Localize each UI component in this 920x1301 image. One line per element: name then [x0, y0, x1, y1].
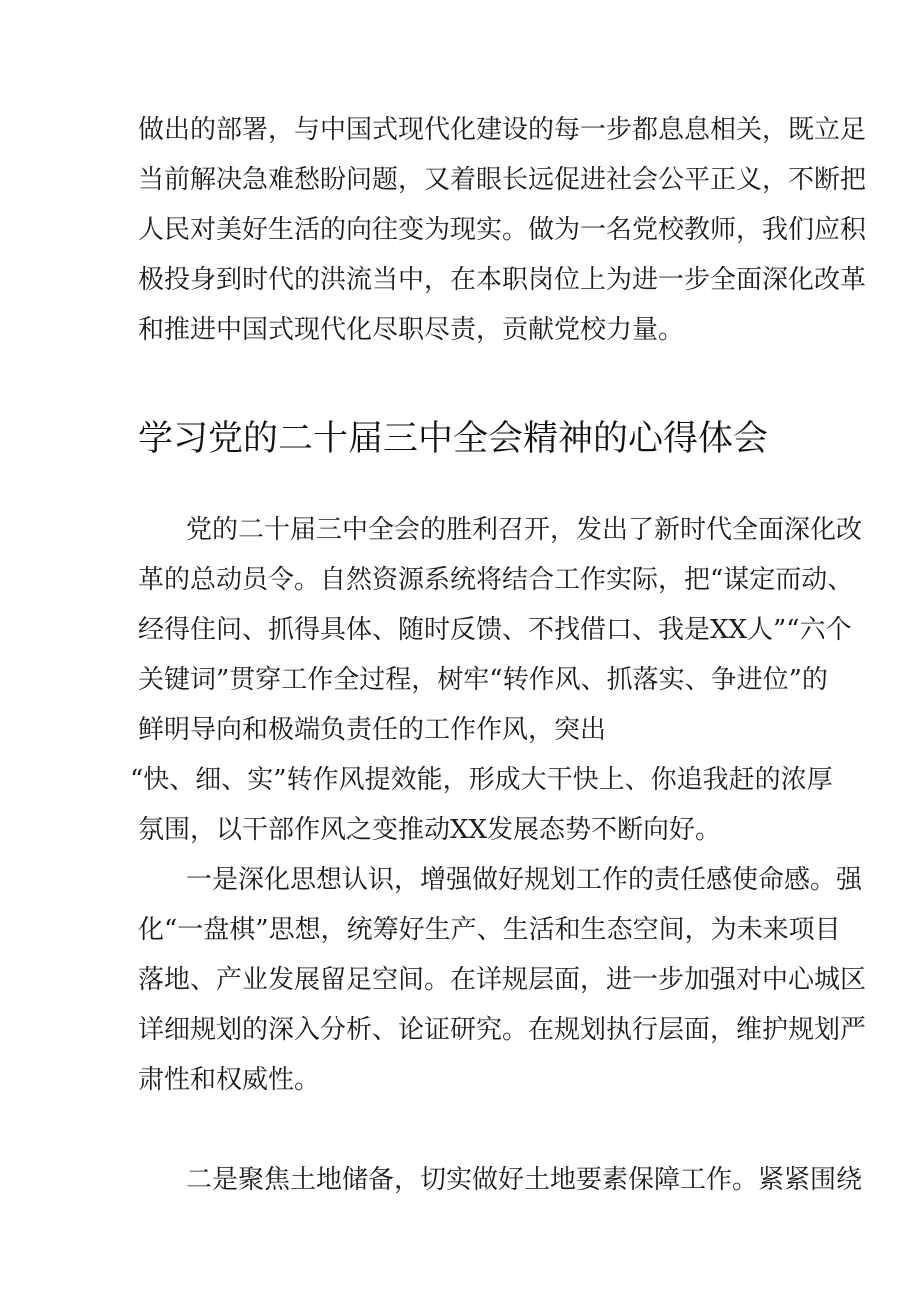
para1-line-6: “快、细、实”转作风提效能，形成大干快上、你追我赶的浓厚	[130, 765, 833, 795]
para1-line-7: 氛围，以干部作风之变推动XX发展态势不断向好。	[138, 815, 722, 845]
para2-line-5: 肃性和权威性。	[138, 1065, 321, 1095]
para1-line-1: 党的二十届三中全会的胜利召开，发出了新时代全面深化改	[186, 515, 863, 545]
section-title: 学习党的二十届三中全会精神的心得体会	[138, 419, 769, 459]
para1-line-3: 经得住问、抓得具体、随时反馈、不找借口、我是XX人”“六个	[138, 615, 852, 645]
intro-line-1: 做出的部署，与中国式现代化建设的每一步都息息相关，既立足	[138, 115, 867, 145]
intro-line-3: 人民对美好生活的向往变为现实。做为一名党校教师，我们应积	[138, 215, 867, 245]
para2-line-3: 落地、产业发展留足空间。在详规层面，进一步加强对中心城区	[138, 965, 867, 995]
para1-line-4: 关键词”贯穿工作全过程，树牢“转作风、抓落实、争进位”的	[138, 665, 828, 695]
intro-line-5: 和推进中国式现代化尽职尽责，贡献党校力量。	[138, 315, 685, 345]
para1-line-5: 鲜明导向和极端负责任的工作作风，突出	[138, 715, 607, 745]
para1-line-2: 革的总动员令。自然资源系统将结合工作实际，把“谋定而动、	[138, 565, 854, 595]
para2-line-1: 一是深化思想认识，增强做好规划工作的责任感使命感。强	[186, 865, 863, 895]
intro-line-4: 极投身到时代的洪流当中，在本职岗位上为进一步全面深化改革	[138, 265, 867, 295]
para2-line-2: 化“一盘棋”思想，统筹好生产、生活和生态空间，为未来项目	[138, 915, 841, 945]
para3-line-1: 二是聚焦土地储备，切实做好土地要素保障工作。紧紧围绕	[186, 1165, 863, 1195]
para2-line-4: 详细规划的深入分析、论证研究。在规划执行层面，维护规划严	[138, 1015, 867, 1045]
intro-line-2: 当前解决急难愁盼问题，又着眼长远促进社会公平正义，不断把	[138, 165, 867, 195]
